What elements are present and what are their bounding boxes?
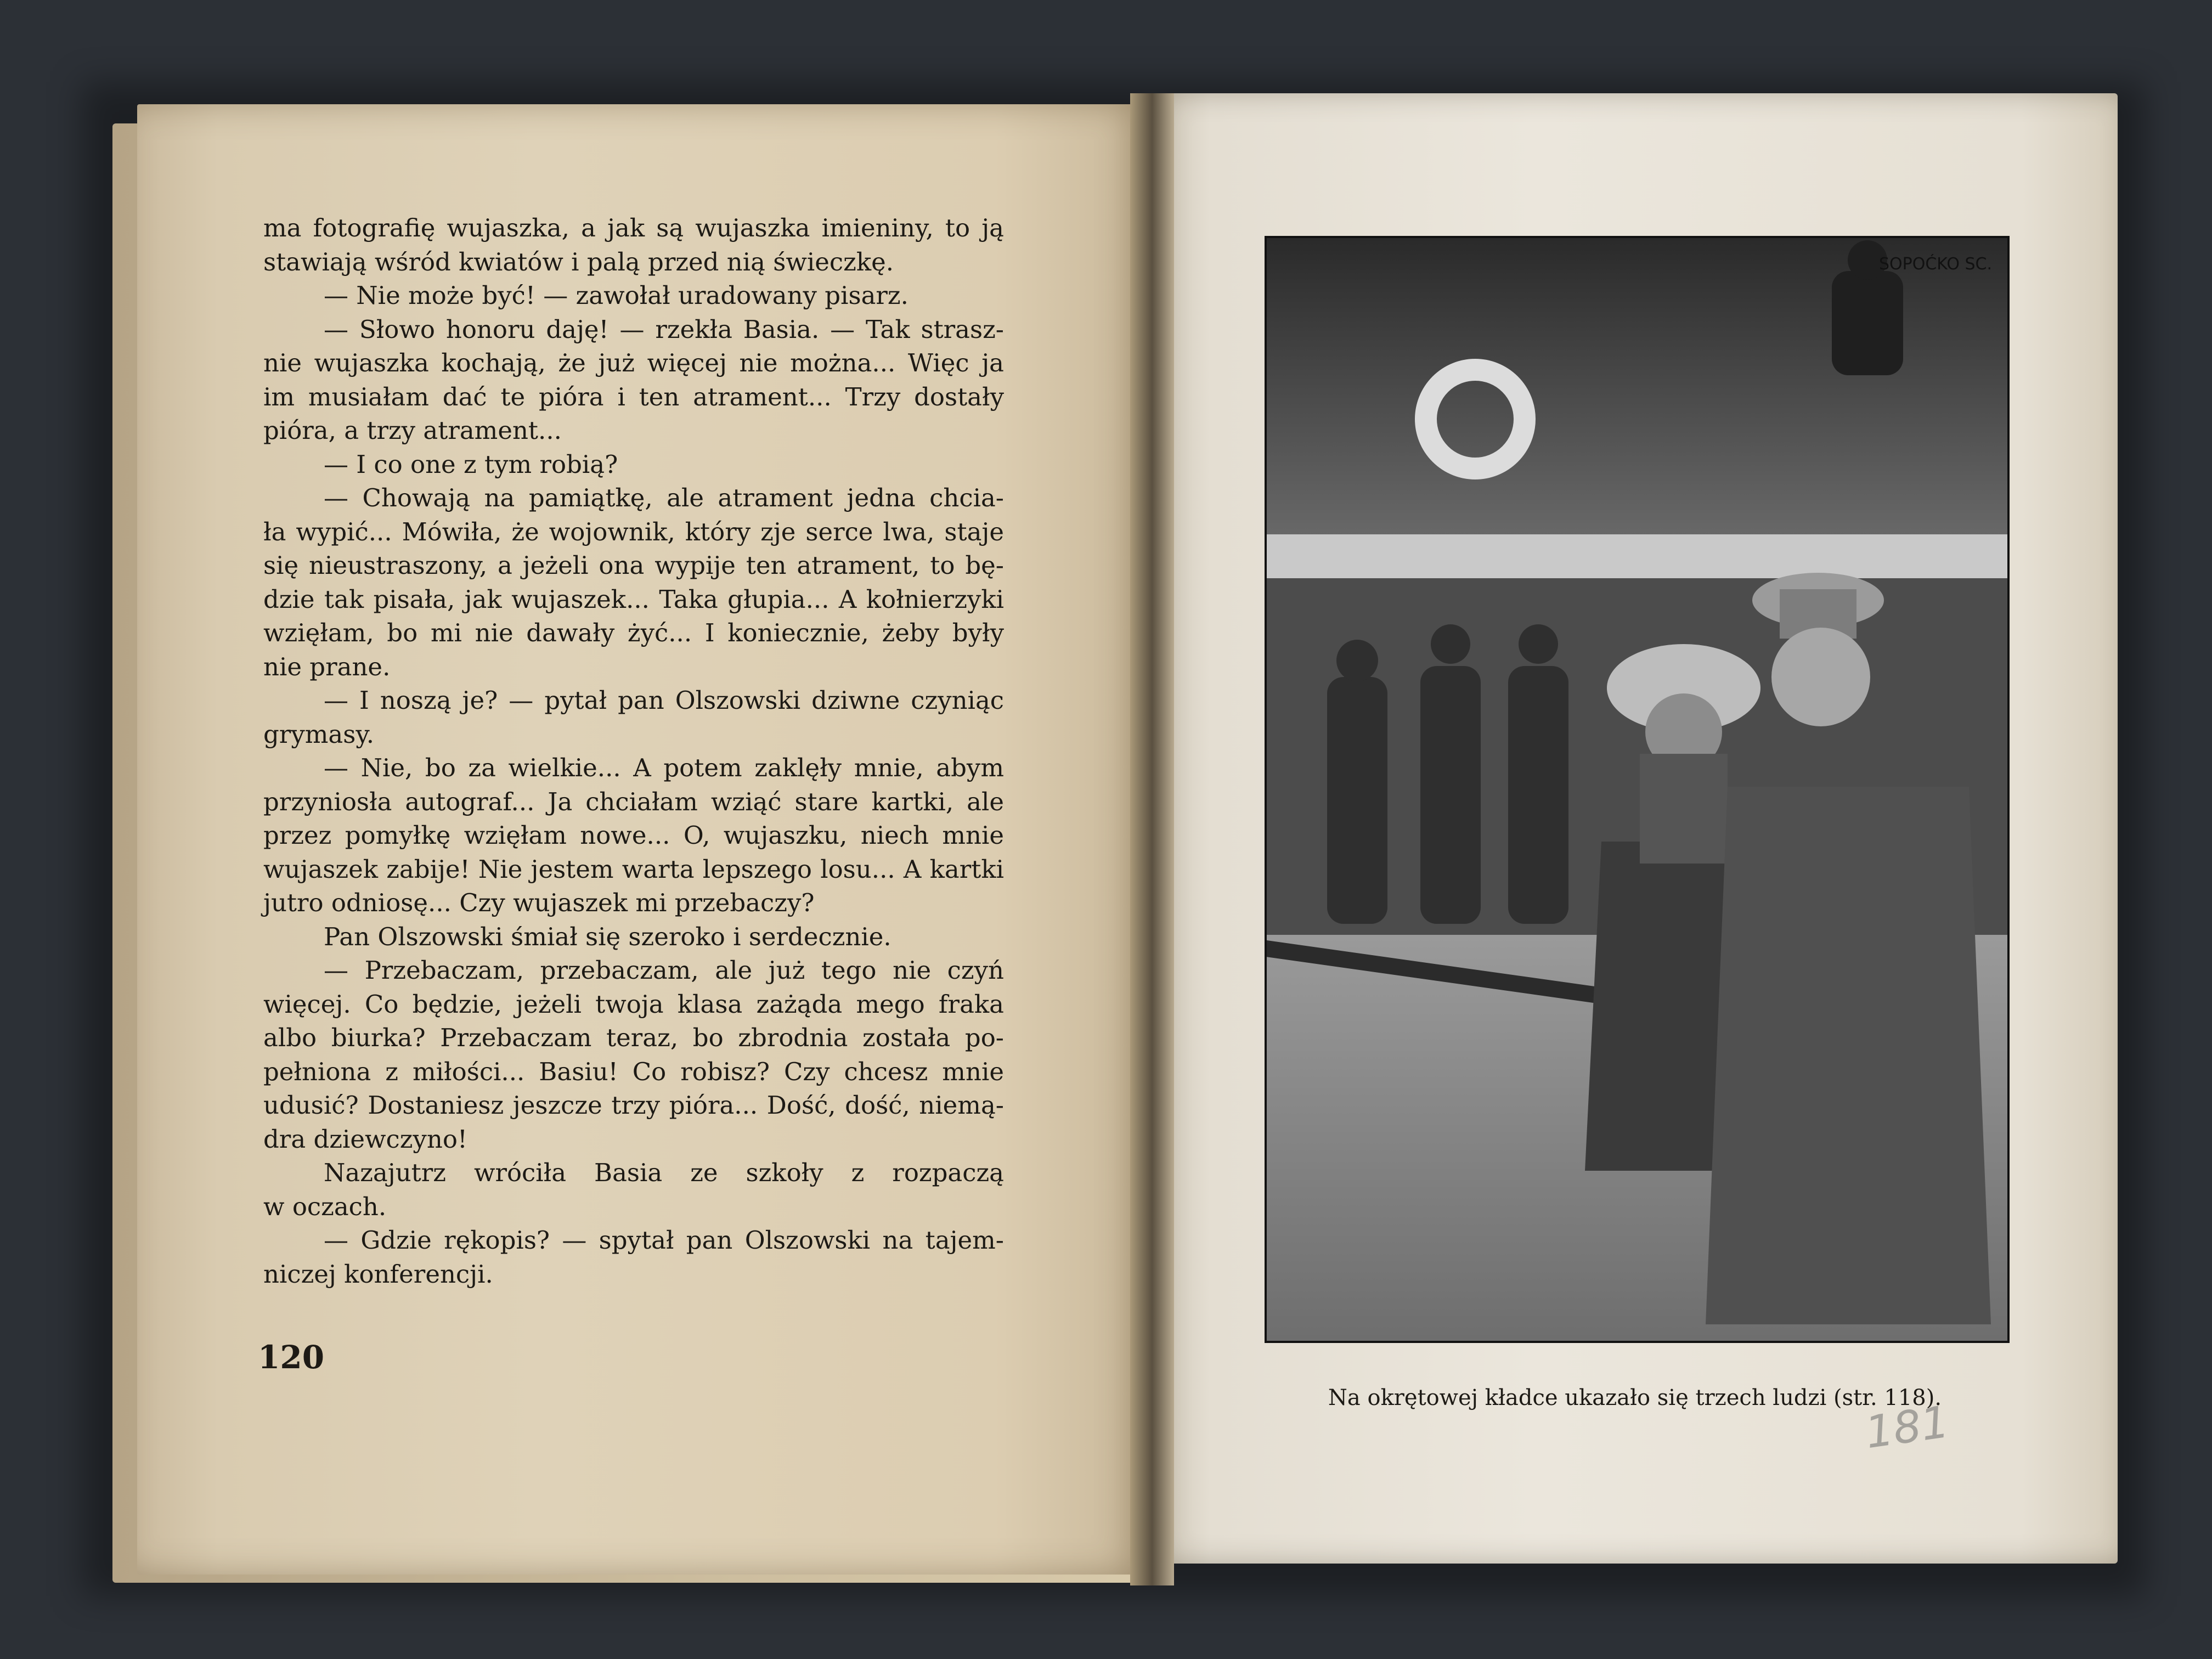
text-line: pełniona z miłości... Basiu! Co robisz? Czy chcesz mnie — [263, 1057, 1004, 1086]
text-line: więcej. Co będzie, jeżeli twoja klasa zażąda mego fraka — [263, 989, 1004, 1019]
text-line: stawiają wśród kwiatów i palą przed nią świeczkę. — [263, 247, 894, 276]
text-line: nie prane. — [263, 652, 391, 681]
text-line: pióra, a trzy atrament... — [263, 416, 562, 445]
page-number: 120 — [258, 1339, 325, 1376]
illustration-caption: Na okrętowej kładce ukazało się trzech ludzi (str. 118). — [1328, 1385, 1942, 1410]
text-line: — I co one z tym robią? — [324, 449, 618, 479]
text-line: — Chowają na pamiątkę, ale atrament jedna chcia- — [324, 483, 1004, 512]
ship-illustration — [1265, 236, 2010, 1343]
text-line: jutro odniosę... Czy wujaszek mi przebaczy? — [263, 888, 815, 917]
text-line: Nazajutrz wróciła Basia ze szkoły z rozpaczą — [324, 1158, 1004, 1187]
illustrator-signature: SOPOĆKO SC. — [1878, 255, 1992, 274]
text-line: — Słowo honoru daję! — rzekła Basia. — Tak strasz- — [324, 314, 1004, 344]
text-line: — Nie może być! — zawołał uradowany pisarz. — [324, 281, 909, 310]
text-line: się nieustraszony, a jeżeli ona wypije ten atrament, to bę- — [263, 551, 1004, 580]
text-line: — Przebaczam, przebaczam, ale już tego nie czyń — [324, 956, 1004, 985]
text-line: dra dziewczyno! — [263, 1124, 467, 1154]
ship-scene-drawing — [1267, 238, 2007, 1341]
text-line: — Nie, bo za wielkie... A potem zaklęły mnie, abym — [324, 753, 1004, 782]
text-line: dzie tak pisała, jak wujaszek... Taka głupia... A kołnierzyki — [263, 584, 1004, 614]
text-line: ma fotografię wujaszka, a jak są wujaszka imieniny, to ją — [263, 213, 1004, 242]
book-gutter — [1130, 93, 1174, 1585]
text-line: przez pomyłkę wzięłam nowe... O, wujaszku, niech mnie — [263, 821, 1004, 850]
text-line: — Gdzie rękopis? — spytał pan Olszowski na tajem- — [324, 1226, 1004, 1255]
text-line: im musiałam dać te pióra i ten atrament... Trzy dostały — [263, 382, 1004, 411]
text-line: w oczach. — [263, 1192, 387, 1221]
text-line: przyniosła autograf... Ja chciałam wziąć stare kartki, ale — [263, 787, 1004, 816]
text-line: wujaszek zabije! Nie jestem warta lepszego losu... A kartki — [263, 854, 1004, 884]
text-line: udusić? Dostaniesz jeszcze trzy pióra... Dość, dość, niemą- — [263, 1091, 1004, 1120]
text-line: grymasy. — [263, 719, 375, 749]
left-page-text — [263, 211, 1004, 1291]
text-line: Pan Olszowski śmiał się szeroko i serdecznie. — [324, 922, 891, 951]
handwritten-page-note: 181 — [1862, 1396, 1953, 1459]
three-men — [1327, 624, 1568, 924]
text-line: ła wypić... Mówiła, że wojownik, który zje serce lwa, staje — [263, 517, 1004, 546]
text-line: wzięłam, bo mi nie dawały żyć... I koniecznie, żeby były — [263, 618, 1004, 647]
text-line: albo biurka? Przebaczam teraz, bo zbrodnia została po- — [263, 1023, 1004, 1052]
text-line: nie wujaszka kochają, że już więcej nie można... Więc ja — [263, 348, 1004, 377]
ship-rail — [1267, 534, 2007, 578]
text-line: — I noszą je? — pytał pan Olszowski dziwne czyniąc — [324, 686, 1004, 715]
text-line: niczej konferencji. — [263, 1259, 493, 1289]
